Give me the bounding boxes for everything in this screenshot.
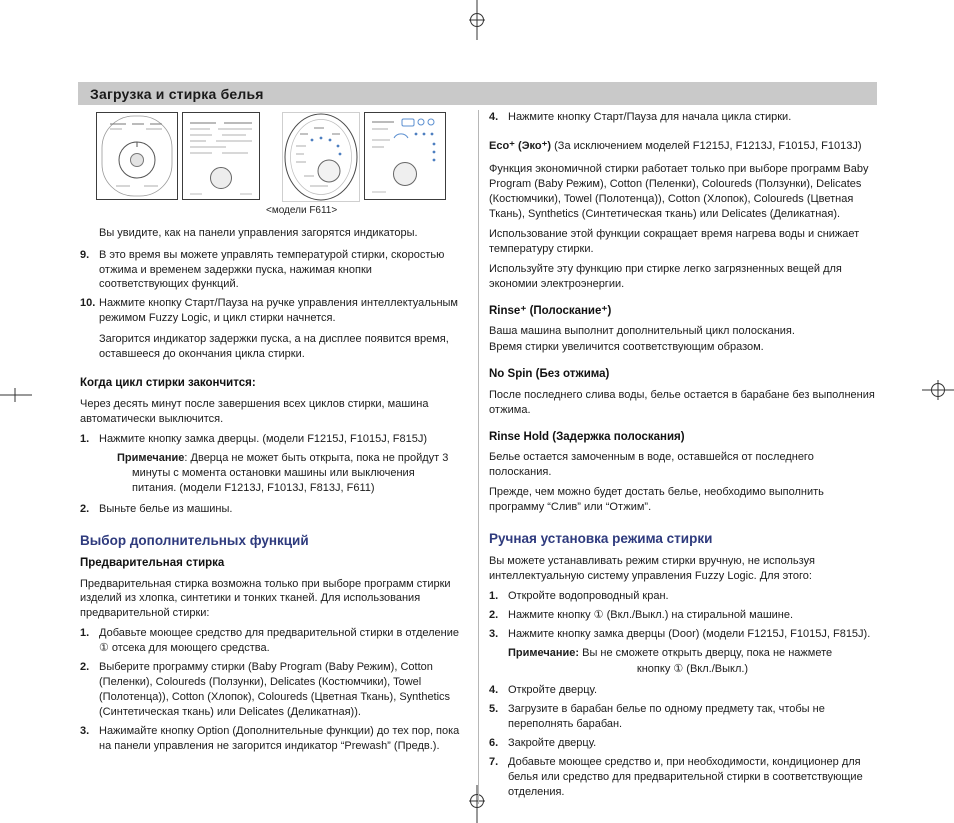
eco-paragraph-3: Используйте эту функцию при стирке легко загрязненных вещей для экономии электроэнергии. [489, 262, 842, 290]
step-text-line: Загорится индикатор задержки пуска, а на дисплее появится время, оставшееся до окончания цикла стирки. [99, 333, 449, 361]
options-heading: Выбор дополнительных функций [80, 532, 309, 548]
eco-models: (За исключением моделей F1215J, F1213J, F1015J, F1013J) [551, 139, 862, 152]
step-text: Выберите программу стирки (Baby Program (Baby Режим), Cotton (Пеленки), Coloureds (Ползунки), Delicates (Костюмчики), Towel (Полотенца)), Cotton (Хлопок), Coloureds (Цветная Ткань), Synthetics (Синтетическая ткань) или Delicates (Деликатная)). [99, 661, 451, 719]
page-columns [80, 110, 877, 804]
manual-heading: Ручная установка режима стирки [489, 531, 713, 547]
step-item-10 [80, 296, 462, 362]
manual-step-6 [489, 736, 877, 751]
control-panel-figures [96, 112, 462, 202]
nospin-title: No Spin (Без отжима) [489, 368, 610, 381]
note-text-line-2: кнопку ① (Вкл./Выкл.) [636, 663, 749, 676]
crop-mark-right [922, 378, 954, 402]
rinsehold-title: Rinse Hold (Задержка полоскания) [489, 430, 685, 443]
step-number: 6. [489, 736, 499, 749]
step-number: 1. [80, 627, 90, 640]
step-text: Откройте водопроводный кран. [508, 590, 669, 603]
cycle-end-title: Когда цикл стирки закончится: [80, 377, 256, 390]
note-text: : Дверца не может быть открыта, пока не пройдут 3 минуты с момента остановки машины или выключения питания. (модели F1213J, F1013J, F813J, F611) [132, 451, 449, 494]
step-text: В это время вы можете управлять температурой стирки, скоростью отжима и временем задержки пуска, нажимая кнопки соответствующих функций. [99, 248, 445, 291]
step-text: Добавьте моющее средство и, при необходимости, кондиционер для белья или средство для предварительной стирки в соответствующие отделения. [508, 755, 863, 798]
left-column [80, 110, 478, 804]
manual-step-3 [489, 627, 877, 642]
step-number: 1. [489, 590, 499, 603]
crop-mark-top [464, 0, 490, 40]
eco-title: Eco⁺ (Эко⁺) [489, 139, 552, 152]
step-text: Выньте белье из машины. [99, 502, 233, 515]
prewash-step-3 [80, 724, 462, 754]
manual-step-5 [489, 702, 877, 732]
step-number: 9. [80, 248, 90, 261]
step-text: Добавьте моющее средство для предварительной стирки в отделение ① отсека для моющего средства. [99, 627, 459, 655]
eco-title-line [489, 139, 877, 154]
rinsehold-paragraph-1: Белье остается замоченным в воде, оставшейся от последнего полоскания. [489, 451, 814, 479]
step-number: 3. [80, 725, 90, 738]
step-item-2 [80, 502, 462, 517]
note-door-lock [117, 451, 462, 496]
step-number: 10. [80, 297, 96, 310]
eco-paragraph-2: Использование этой функции сокращает время нагрева воды и снижает температуру стирки. [489, 227, 860, 255]
manual-intro: Вы можете устанавливать режим стирки вручную, не используя интеллектуальную систему управления Fuzzy Logic. Для этого: [489, 555, 815, 583]
control-panel-f611-figure [364, 112, 446, 200]
step-number: 4. [489, 111, 499, 123]
step-text: Откройте дверцу. [508, 684, 598, 697]
manual-step-2 [489, 608, 877, 623]
step-text [99, 296, 462, 362]
note-label: Примечание [117, 451, 185, 464]
cycle-end-intro: Через десять минут после завершения всех циклов стирки, машина автоматически выключится. [80, 397, 429, 425]
page-title: Загрузка и стирка белья [90, 85, 264, 102]
manual-step-4 [489, 683, 877, 698]
rinse-title: Rinse⁺ (Полоскание⁺) [489, 304, 612, 317]
prewash-step-4 [489, 110, 877, 125]
step-text: Нажимайте кнопку Option (Дополнительные функции) до тех пор, пока на панели управления не загорится индикатор “Prewash” (Предв.). [99, 725, 460, 753]
control-panel-dial-figure [96, 112, 178, 200]
step-item-1 [80, 432, 462, 447]
rinse-paragraph-1: Ваша машина выполнит дополнительный цикл полоскания. [489, 325, 795, 338]
right-column [478, 110, 877, 804]
note-label: Примечание: [508, 647, 580, 660]
step-number: 3. [489, 628, 499, 641]
step-number: 2. [80, 502, 90, 515]
step-number: 2. [489, 609, 499, 622]
prewash-step-2 [80, 660, 462, 720]
step-text-line: Нажмите кнопку Старт/Пауза на ручке управления интеллектуальным режимом Fuzzy Logic, и цикл стирки начнется. [99, 297, 458, 325]
note-text: Вы не сможете открыть дверцу, пока не нажмете [579, 647, 833, 660]
indicators-paragraph: Вы увидите, как на панели управления загорятся индикаторы. [99, 226, 418, 239]
step-text: Закройте дверцу. [508, 736, 597, 749]
control-panel-oval-figure [282, 112, 360, 202]
step-item-9 [80, 248, 462, 293]
prewash-step-1 [80, 626, 462, 656]
note-power-button [508, 646, 877, 677]
control-panel-display-figure [182, 112, 260, 200]
prewash-title: Предварительная стирка [80, 556, 225, 569]
step-text: Нажмите кнопку замка дверцы. (модели F1215J, F1015J, F815J) [99, 432, 428, 445]
manual-step-7 [489, 755, 877, 800]
step-number: 4. [489, 684, 499, 697]
manual-step-1 [489, 589, 877, 604]
figure-caption: <модели F611> [266, 205, 338, 216]
step-number: 5. [489, 703, 499, 716]
prewash-intro: Предварительная стирка возможна только при выборе программ стирки изделий из хлопка, синтетики и тонких тканей. Для использования предварительной стирки: [80, 577, 451, 620]
rinse-paragraph-2: Время стирки увеличится соответствующим образом. [489, 341, 764, 354]
step-number: 2. [80, 661, 90, 674]
step-text: Нажмите кнопку замка дверцы (Door) (модели F1215J, F1015J, F815J). [508, 628, 871, 641]
step-text: Нажмите кнопку Старт/Пауза для начала цикла стирки. [508, 111, 792, 123]
rinsehold-paragraph-2: Прежде, чем можно будет достать белье, необходимо выполнить программу “Слив” или “Отжим”. [489, 486, 824, 514]
crop-mark-left [0, 384, 32, 406]
step-number: 1. [80, 432, 90, 445]
eco-paragraph-1: Функция экономичной стирки работает только при выборе программ Baby Program (Baby Режим), Cotton (Пеленки), Coloureds (Ползунки), Delicates (Костюмчики), Towel (Полотенца)), Cotton (Хлопок), Coloureds (Цветная Ткань), Synthetics (Синтетическая ткань) или Delicates (Деликатная). [489, 162, 869, 220]
step-text: Нажмите кнопку ① (Вкл./Выкл.) на стиральной машине. [508, 609, 794, 622]
step-text: Загрузите в барабан белье по одному предмету так, чтобы не переполнять барабан. [508, 703, 825, 730]
section-header [78, 82, 877, 105]
nospin-paragraph: После последнего слива воды, белье остается в барабане без выполнения отжима. [489, 388, 875, 416]
step-number: 7. [489, 755, 499, 768]
